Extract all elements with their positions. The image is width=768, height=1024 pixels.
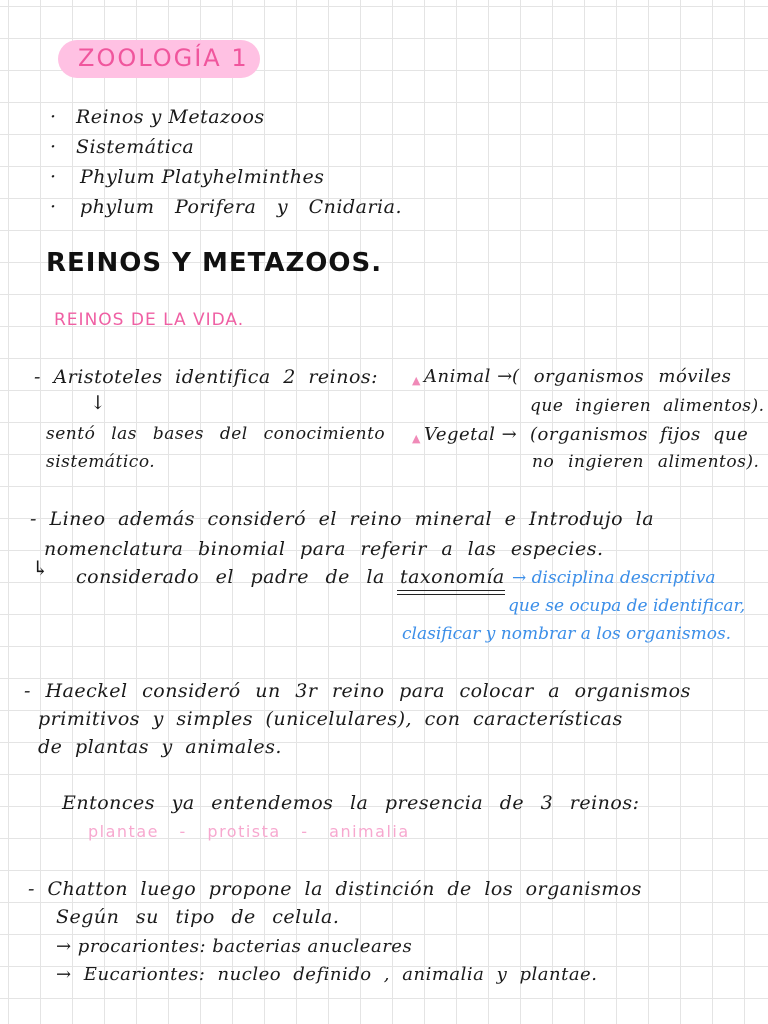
toc-bullet-3: · [50, 166, 57, 188]
chatton-item-1: → procariontes: bacterias anucleares [56, 936, 413, 957]
section-heading: REINOS Y METAZOOS. [46, 248, 383, 278]
page-title: ZOOLOGÍA 1 [78, 44, 249, 72]
lineo-line-3: considerado el padre de la [76, 566, 385, 588]
toc-item-3: Phylum Platyhelminthes [80, 166, 325, 188]
aristoteles-basis-2: sistemático. [46, 452, 156, 472]
aristoteles-line: - Aristoteles identifica 2 reinos: [34, 366, 379, 388]
entonces-line: Entonces ya entendemos la presencia de 3 reinos: [62, 792, 640, 814]
toc-bullet-2: · [50, 136, 57, 158]
chatton-line-1: - Chatton luego propone la distinción de los organismos [28, 878, 642, 900]
taxonomia-def-2: que se ocupa de identificar, [508, 596, 746, 616]
subheading-reinos-vida: REINOS DE LA VIDA. [54, 310, 245, 330]
pink-triangle-icon: ▲ [412, 432, 421, 445]
animal-label: Animal → [424, 366, 513, 387]
haeckel-line-3: de plantas y animales. [38, 736, 282, 758]
vegetal-desc-2: no ingieren alimentos). [532, 452, 760, 472]
vegetal-label: Vegetal → [424, 424, 518, 445]
taxonomia-underline [397, 590, 505, 591]
taxonomia-def-1: → disciplina descriptiva [512, 568, 716, 588]
chatton-line-2: Según su tipo de celula. [56, 906, 340, 928]
aristoteles-basis-1: sentó las bases del conocimiento [46, 424, 386, 444]
toc-item-1: Reinos y Metazoos [76, 106, 265, 128]
pink-triangle-icon: ▲ [412, 374, 421, 387]
down-arrow-icon: ↓ [90, 392, 107, 414]
toc-bullet-4: · [50, 196, 57, 218]
haeckel-line-1: - Haeckel consideró un 3r reino para colocar a organismos [24, 680, 691, 702]
toc-bullet-1: · [50, 106, 57, 128]
toc-item-4: phylum Porifera y Cnidaria. [80, 196, 402, 218]
toc-item-2: Sistemática [76, 136, 195, 158]
chatton-item-2: → Eucariontes: nucleo definido , animalia y plantae. [56, 964, 598, 985]
three-kingdoms: plantae - protista - animalia [88, 822, 410, 841]
curved-arrow-icon: ↳ [32, 556, 50, 580]
lineo-line-2: nomenclatura binomial para referir a las especies. [44, 538, 604, 560]
taxonomia-def-3: clasificar y nombrar a los organismos. [402, 624, 732, 644]
haeckel-line-2: primitivos y simples (unicelulares), con características [38, 708, 623, 730]
vegetal-desc-1: (organismos fijos que [530, 424, 749, 445]
lineo-line-1: - Lineo además consideró el reino mineral e Introdujo la [30, 508, 655, 530]
animal-desc-2: que ingieren alimentos). [530, 396, 765, 416]
animal-desc-1: ( organismos móviles [512, 366, 732, 387]
taxonomia-word: taxonomía [400, 566, 505, 588]
taxonomia-underline [397, 594, 505, 595]
